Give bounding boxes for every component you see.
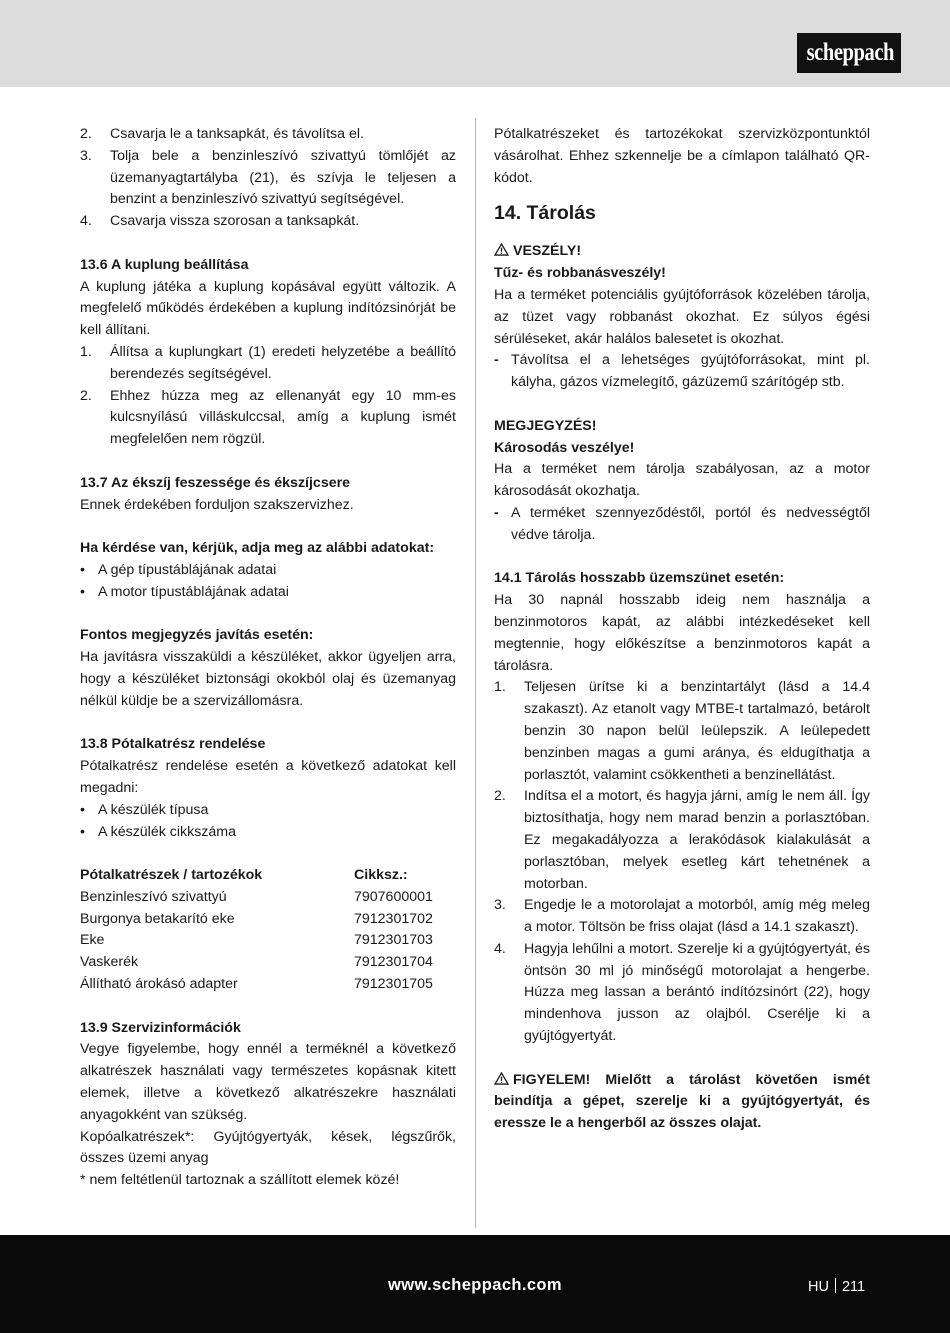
spare-parts-intro: Pótalkatrészeket és tartozékokat szervizközpontunktól vásárolhat. Ehhez szkennelje be a címlapon található QR-kódot.	[494, 126, 870, 186]
list-text: Csavarja vissza szorosan a tanksapkát.	[110, 213, 360, 230]
section-14-1-body: Ha 30 napnál hosszabb ideig nem használja a benzinmotoros kapát, az alábbi intézkedéseket kell megtennie, hogy előkészítse a benzinmotoros kapát a tárolásra.	[494, 592, 870, 674]
footer-url[interactable]: www.scheppach.com	[388, 1276, 562, 1294]
part-name: Vaskerék	[80, 954, 139, 971]
list-item	[80, 146, 456, 211]
part-name: Eke	[80, 932, 105, 949]
right-column	[494, 124, 870, 1135]
language-code: HU	[808, 1279, 829, 1295]
bullet-item	[80, 822, 456, 844]
dash-item	[494, 503, 870, 547]
part-name: Burgonya betakarító eke	[80, 910, 235, 927]
list-text: Csavarja le a tanksapkát, és távolítsa el.	[110, 126, 364, 142]
section-13-8-title: 13.8 Pótalkatrész rendelése	[80, 736, 266, 753]
bullet-item	[80, 800, 456, 822]
list-number: 4.	[80, 213, 92, 230]
bullet-icon: •	[80, 561, 85, 578]
danger-label: VESZÉLY!	[513, 243, 582, 260]
page-separator	[835, 1278, 836, 1293]
list-item	[80, 211, 456, 233]
section-13-7-body: Ennek érdekében forduljon szakszervizhez.	[80, 496, 354, 513]
table-row	[80, 952, 456, 974]
note-body: Ha a terméket nem tárolja szabályosan, az a motor károsodását okozhatja.	[494, 461, 870, 500]
list-number: 3.	[80, 147, 92, 164]
dash-text: Távolítsa el a lehetséges gyújtóforrásokat, mint pl. kályha, gázos vízmelegítő, gázüzemű szárítógép stb.	[511, 352, 870, 391]
bullet-icon: •	[80, 823, 85, 840]
part-code: 7912301703	[354, 932, 433, 949]
wear-parts-text: Kopóalkatrészek*: Gyújtógyertyák, kések, légszűrők, összes üzemi anyag	[80, 1128, 456, 1167]
list-number: 1.	[494, 679, 506, 696]
wear-parts-note: * nem feltétlenül tartoznak a szállított elemek közé!	[80, 1172, 400, 1189]
section-14-1-title: 14.1 Tárolás hosszabb üzemszünet esetén:	[494, 570, 785, 587]
part-code: 7912301702	[354, 910, 433, 927]
list-text: Engedje le a motorolajat a motorból, amíg még meleg a motor. Töltsön be friss olajat (lásd a 14.1 szakaszt).	[524, 897, 870, 936]
list-item	[494, 677, 870, 786]
list-text: Indítsa el a motort, és hagyja járni, amíg le nem áll. Így biztosíthatja, hogy nem marad benzin a porlasztóban. Ez megakadályozza a lerakódások kialakulását a porlasztóban, melyek esetleg kárt tehetnének a motorban.	[524, 788, 870, 892]
bullet-icon: •	[80, 801, 85, 818]
attention-notice	[494, 1070, 870, 1135]
dash-item	[494, 350, 870, 394]
column-divider	[475, 118, 476, 1228]
list-number: 1.	[80, 343, 92, 360]
list-number: 4.	[494, 940, 506, 957]
parts-col-name: Pótalkatrészek / tartozékok	[80, 867, 263, 884]
danger-label-line	[494, 241, 870, 263]
warning-triangle-icon	[494, 1072, 509, 1085]
part-code: 7912301704	[354, 954, 433, 971]
part-code: 7907600001	[354, 888, 433, 905]
part-name: Benzinleszívó szivattyú	[80, 888, 227, 905]
list-item	[494, 895, 870, 939]
list-item	[494, 786, 870, 895]
part-code: 7912301705	[354, 976, 433, 993]
table-row	[80, 974, 456, 996]
list-text: Hagyja lehűlni a motort. Szerelje ki a gyújtógyertyát, és öntsön 30 ml jó minőségű motorolajat a hengerbe. Húzza meg lassan a berántó indítózsinórt (22), hogy mindenhova jusson az olajból. Cserélje ki a gyújtógyertyát.	[524, 940, 870, 1045]
list-item	[80, 386, 456, 451]
list-item	[494, 939, 870, 1048]
note-subtitle: Károsodás veszélye!	[494, 439, 635, 456]
list-text: Ehhez húzza meg az ellenanyát egy 10 mm-es kulcsnyílású villáskulccsal, amíg a kuplung ismét megfelelően nem rögzül.	[110, 387, 456, 448]
bullet-item	[80, 560, 456, 582]
danger-body: Ha a terméket potenciális gyújtóforrások közelében tárolja, az tüzet vagy robbanást okozhat. Ez súlyos égési sérüléseket, akár halálos balesetet is okozhat.	[494, 286, 870, 347]
danger-subtitle: Tűz- és robbanásveszély!	[494, 265, 666, 282]
left-column	[80, 124, 456, 1192]
section-13-7-title: 13.7 Az ékszíj feszessége és ékszíjcsere	[80, 474, 351, 491]
bullet-text: A motor típustáblájának adatai	[98, 583, 289, 600]
section-13-9-body: Vegye figyelembe, hogy ennél a terméknél a következő alkatrészek használati vagy természetes kopásnak kitett elemek, illetve a következő alkatrészekre használati anyagokként van szükség.	[80, 1041, 456, 1123]
logo-text: scheppach	[806, 39, 895, 66]
part-name: Állítható árokásó adapter	[80, 976, 238, 993]
list-text: Tolja bele a benzinleszívó szivattyú tömlőjét az üzemanyagtartályba (21), és szívja le teljesen a benzint a benzinleszívó szivattyú segítségével.	[110, 147, 456, 208]
bullet-item	[80, 582, 456, 604]
repair-title: Fontos megjegyzés javítás esetén:	[80, 627, 314, 644]
repair-body: Ha javításra visszaküldi a készüléket, akkor ügyeljen arra, hogy a készüléket biztonsági okokból olaj és üzemanyag nélkül küldje be a szervizállomásra.	[80, 649, 456, 709]
section-13-6-title: 13.6 A kuplung beállítása	[80, 256, 249, 273]
scheppach-logo	[797, 33, 901, 73]
bullet-text: A gép típustáblájának adatai	[98, 561, 277, 578]
table-row	[80, 887, 456, 909]
dash-text: A terméket szennyeződéstől, portól és nedvességtől védve tárolja.	[511, 504, 870, 543]
list-item	[80, 342, 456, 386]
list-item	[80, 124, 456, 146]
list-number: 2.	[80, 126, 92, 142]
note-label: MEGJEGYZÉS!	[494, 417, 597, 434]
bullet-text: A készülék cikkszáma	[98, 823, 236, 840]
list-text: Teljesen ürítse ki a benzintartályt (lásd a 14.4 szakaszt). Az etanolt vagy MTBE-t tartalmazó, betárolt benzin 30 napon belül leülepszik. A leülepedett benzinben magas a gumi aránya, és eldugíthatja a porlasztót, valamint csökkentheti a benzinellátást.	[524, 679, 870, 783]
list-number: 3.	[494, 897, 506, 914]
table-row	[80, 930, 456, 952]
list-number: 2.	[80, 387, 92, 404]
parts-table-header	[80, 865, 456, 887]
list-text: Állítsa a kuplungkart (1) eredeti helyzetébe a beállító berendezés segítségével.	[110, 343, 456, 382]
attention-text: FIGYELEM! Mielőtt a tárolást követően ismét beindítja a gépet, szerelje ki a gyújtógyertyát, és eressze le a hengerből az összes olajat.	[494, 1071, 870, 1132]
section-13-8-body: Pótalkatrész rendelése esetén a következő adatokat kell megadni:	[80, 758, 456, 796]
bullet-icon: •	[80, 583, 85, 600]
page-indicator	[808, 1278, 865, 1295]
dash-icon: -	[494, 504, 499, 521]
section-13-6-body: A kuplung játéka a kuplung kopásával együtt változik. A megfelelő működés érdekében a kuplung indítózsinórját be kell állítani.	[80, 278, 456, 339]
section-13-9-title: 13.9 Szervizinformációk	[80, 1019, 241, 1036]
list-number: 2.	[494, 788, 506, 805]
parts-col-code: Cikksz.:	[354, 867, 408, 884]
section-14-title: 14. Tárolás	[494, 202, 596, 225]
warning-triangle-icon	[494, 243, 509, 256]
dash-icon: -	[494, 352, 499, 369]
table-row	[80, 909, 456, 931]
page-number: 211	[841, 1279, 866, 1295]
bullet-text: A készülék típusa	[98, 801, 209, 818]
questions-title: Ha kérdése van, kérjük, adja meg az alábbi adatokat:	[80, 540, 435, 557]
